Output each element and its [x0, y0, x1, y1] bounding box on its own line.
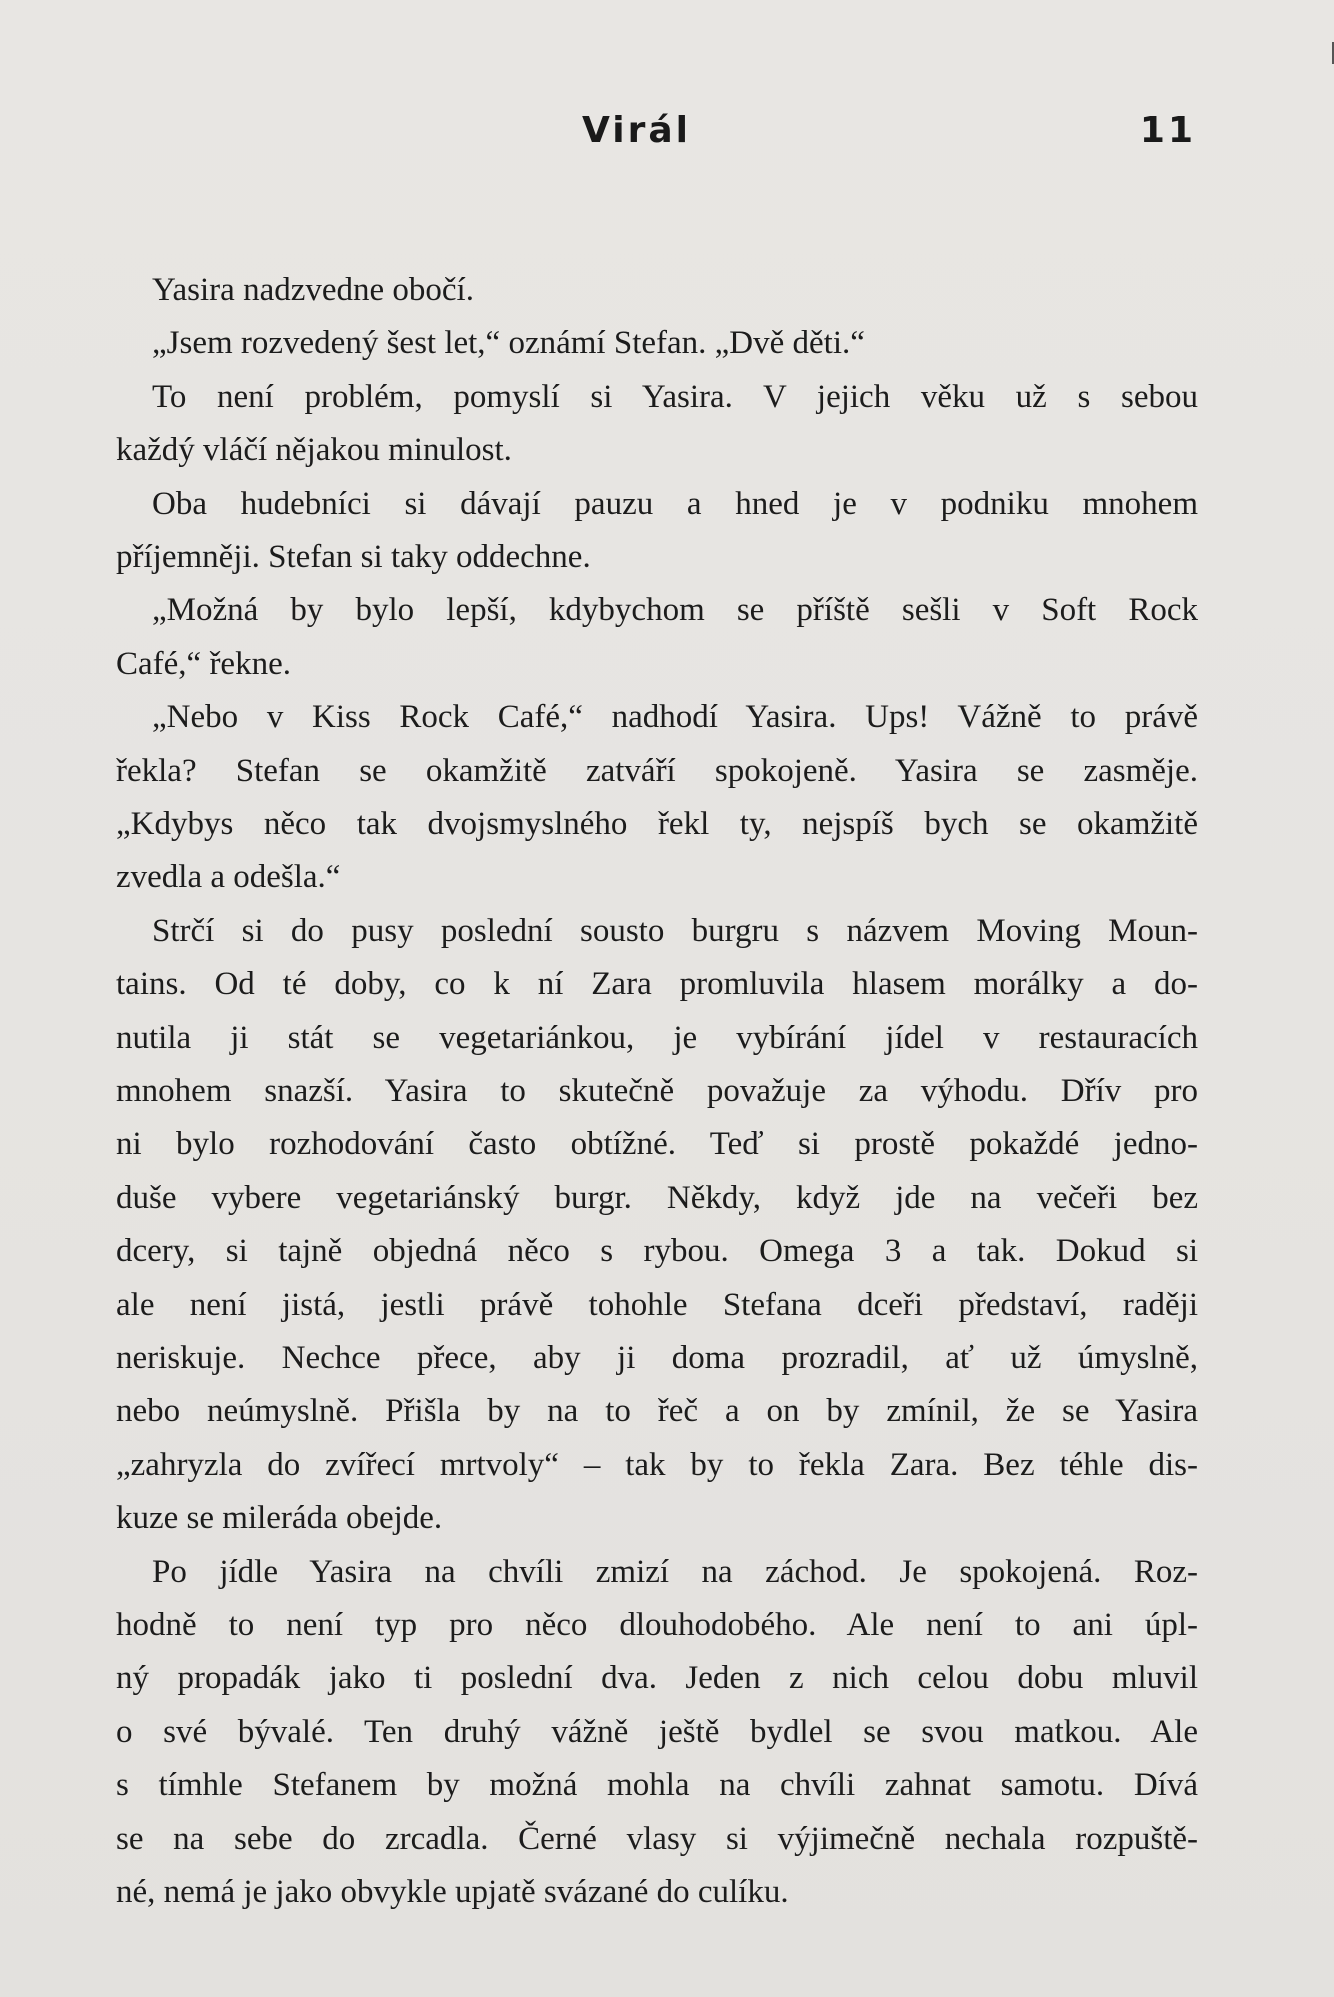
text-line: Strčí si do pusy poslední sousto burgru s názvem Moving Moun- — [152, 912, 1198, 949]
text-line: o své bývalé. Ten druhý vážně ještě bydlel se svou matkou. Ale — [116, 1713, 1198, 1750]
page-edge-mark — [1326, 42, 1334, 64]
text-line: tains. Od té doby, co k ní Zara promluvila hlasem morálky a do- — [116, 966, 1198, 1003]
text-line: Café,“ řekne. — [116, 645, 291, 682]
text-line: příjemněji. Stefan si taky oddechne. — [116, 539, 591, 575]
text-line: né, nemá je jako obvykle upjatě svázané do culíku. — [116, 1874, 789, 1910]
text-line: ný propadák jako ti poslední dva. Jeden z nich celou dobu mluvil — [116, 1660, 1198, 1697]
text-line: mnohem snazší. Yasira to skutečně považuje za výhodu. Dřív pro — [116, 1073, 1198, 1109]
text-line: zvedla a odešla.“ — [116, 859, 341, 896]
text-line: „Kdybys něco tak dvojsmyslného řekl ty, nejspíš bych se okamžitě — [116, 806, 1198, 842]
text-line: hodně to není typ pro něco dlouhodobého. Ale není to ani úpl- — [116, 1607, 1198, 1643]
text-line: nutila ji stát se vegetariánkou, je vybírání jídel v restauracích — [116, 1019, 1198, 1056]
text-line: Po jídle Yasira na chvíli zmizí na záchod. Je spokojená. Roz- — [152, 1553, 1198, 1590]
text-line: kuze se mileráda obejde. — [116, 1500, 443, 1537]
page-number: 11 — [1139, 110, 1196, 151]
text-line: každý vláčí nějakou minulost. — [116, 432, 512, 469]
text-line: „Nebo v Kiss Rock Café,“ nadhodí Yasira. Ups! Vážně to právě — [152, 699, 1198, 736]
text-line: „Možná by bylo lepší, kdybychom se příště sešli v Soft Rock — [152, 592, 1198, 629]
text-line: nebo neúmyslně. Přišla by na to řeč a on by zmínil, že se Yasira — [116, 1393, 1198, 1430]
text-line: Oba hudebníci si dávají pauzu a hned je v podniku mnohem — [152, 485, 1198, 522]
running-header — [0, 110, 1334, 160]
text-line: To není problém, pomyslí si Yasira. V jejich věku už s sebou — [152, 378, 1198, 415]
text-line: Yasira nadzvedne obočí. — [152, 272, 474, 308]
text-line: duše vybere vegetariánský burgr. Někdy, když jde na večeři bez — [116, 1179, 1198, 1216]
text-line: se na sebe do zrcadla. Černé vlasy si výjimečně nechala rozpuště- — [116, 1820, 1198, 1857]
text-line: dcery, si tajně objedná něco s rybou. Omega 3 a tak. Dokud si — [116, 1233, 1198, 1270]
text-line: s tímhle Stefanem by možná mohla na chvíli zahnat samotu. Dívá — [116, 1767, 1198, 1804]
text-line: ale není jistá, jestli právě tohohle Stefana dceři představí, raději — [116, 1286, 1198, 1323]
text-line: řekla? Stefan se okamžitě zatváří spokojeně. Yasira se zasměje. — [116, 752, 1198, 789]
running-title: Virál — [582, 110, 691, 151]
text-line: neriskuje. Nechce přece, aby ji doma prozradil, ať už úmyslně, — [116, 1340, 1198, 1376]
text-line: „zahryzla do zvířecí mrtvoly“ – tak by to řekla Zara. Bez téhle dis- — [116, 1446, 1198, 1483]
text-line: ni bylo rozhodování často obtížné. Teď si prostě pokaždé jedno- — [116, 1126, 1198, 1163]
text-line: „Jsem rozvedený šest let,“ oznámí Stefan. „Dvě děti.“ — [152, 325, 865, 362]
